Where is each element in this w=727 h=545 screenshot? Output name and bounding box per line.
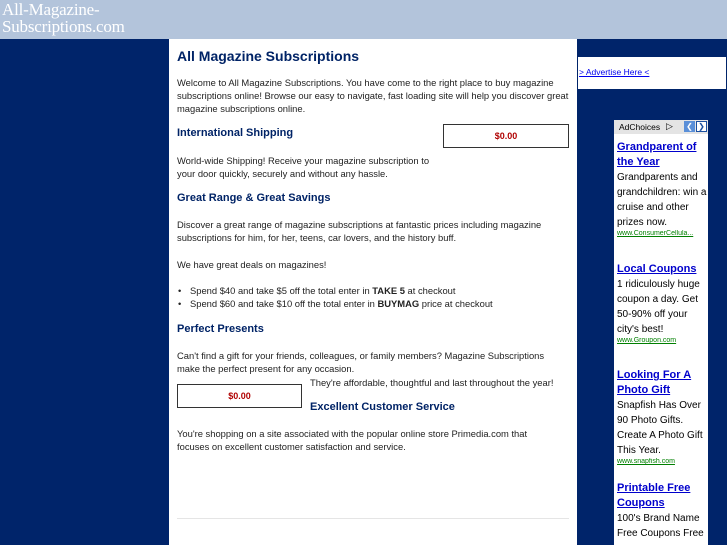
perfect-presents-text: Can't find a gift for your friends, colleagues, or family members? Magazine Subscriptions make the perfect present for any occasion. [177, 350, 545, 374]
ad-url-link[interactable]: www.Groupon.com [617, 337, 677, 344]
great-range-heading: Great Range & Great Savings [177, 192, 331, 204]
site-header [0, 0, 727, 39]
promo-code: BUYMAG [377, 298, 420, 309]
ad-item [617, 368, 707, 465]
left-sidebar [0, 39, 169, 545]
next-ad-icon[interactable]: ❯ [696, 121, 707, 132]
logo-line-2: Subscriptions.com [2, 17, 125, 36]
deals-list [177, 284, 493, 310]
customer-service-text: You're shopping on a site associated with the popular online store Primedia.com that focuses on excellent customer satisfaction and service. [177, 428, 528, 452]
ad-url-link[interactable]: www.ConsumerCellula... [617, 230, 694, 237]
promo-code: TAKE 5 [372, 285, 405, 296]
ad-title-link[interactable]: Looking For A Photo Gift [617, 369, 692, 396]
ad-title-link[interactable]: Local Coupons [617, 263, 697, 275]
page-title: All Magazine Subscriptions [177, 48, 360, 64]
prev-ad-icon[interactable]: ❮ [684, 121, 695, 132]
great-range-text: Discover a great range of magazine subscriptions at fantastic prices including magazine subscriptions for him, for her, teens, car lovers, and the history buff. [177, 219, 542, 243]
price-box-top[interactable]: $0.00 [443, 124, 569, 148]
site-logo[interactable] [2, 1, 125, 35]
customer-service-heading: Excellent Customer Service [310, 401, 455, 413]
ad-url-link[interactable]: www.snapfish.com [617, 458, 675, 465]
deal-text-post: price at checkout [419, 298, 493, 309]
international-shipping-heading: International Shipping [177, 127, 294, 139]
ad-body: Snapfish Has Over 90 Photo Gifts. Create A Photo Gift This Year. [617, 400, 703, 456]
intro-text: Welcome to All Magazine Subscriptions. You have come to the right place to buy magazine subscriptions online! Browse our easy to navigate, fast loading site will help you discover great magazine subscriptions online. [177, 77, 569, 114]
adchoices-bar[interactable] [614, 120, 708, 134]
right-sidebar [577, 39, 727, 545]
adchoices-label: AdChoices [619, 122, 661, 132]
ad-item [617, 262, 707, 344]
ad-item [617, 481, 707, 541]
deal-text-pre: Spend $40 and take $5 off the total enter in [190, 285, 373, 296]
affordable-text: They're affordable, thoughtful and last throughout the year! [310, 377, 554, 388]
ad-body: 1 ridiculously huge coupon a day. Get 50-90% off your city's best! [617, 279, 700, 335]
ad-panel [614, 120, 708, 545]
international-shipping-text: World-wide Shipping! Receive your magazine subscription to your door quickly, securely and without any hassle. [177, 155, 430, 179]
deal-item [177, 297, 493, 310]
advertise-link[interactable]: > Advertise Here < [579, 67, 650, 77]
ad-item [617, 140, 707, 237]
advertise-box [578, 57, 726, 89]
deal-text-pre: Spend $60 and take $10 off the total enter in [190, 298, 378, 309]
logo-line-1: All-Magazine- [2, 0, 100, 19]
main-content [169, 39, 577, 545]
adchoices-icon: ▷ [666, 121, 673, 131]
ad-title-link[interactable]: Printable Free Coupons [617, 482, 691, 509]
perfect-presents-heading: Perfect Presents [177, 323, 264, 335]
price-box-bottom[interactable]: $0.00 [177, 384, 302, 408]
deal-item [177, 284, 493, 297]
great-deals-text: We have great deals on magazines! [177, 259, 327, 270]
deal-text-post: at checkout [404, 285, 456, 296]
ad-body: 100's Brand Name Free Coupons Free [617, 513, 704, 539]
ad-body: Grandparents and grandchildren: win a cruise and other prizes now. [617, 172, 707, 228]
content-divider [177, 518, 569, 519]
ad-title-link[interactable]: Grandparent of the Year [617, 141, 697, 168]
